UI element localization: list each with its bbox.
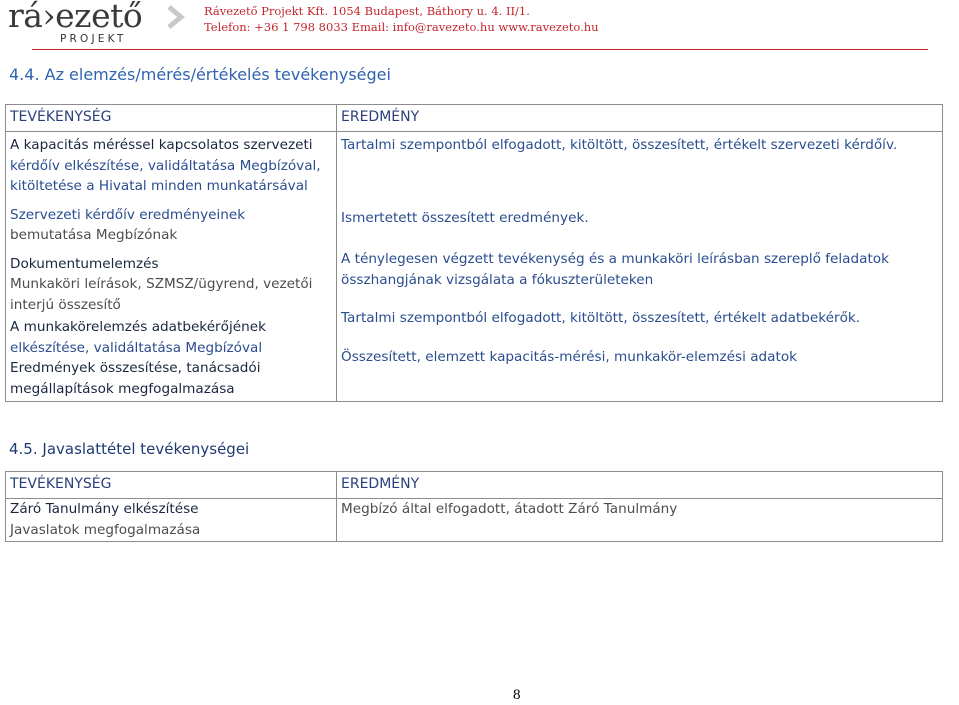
result-line: Ismertetett összesített eredmények. bbox=[341, 209, 589, 226]
activity-table-4-4 bbox=[5, 104, 943, 402]
activity-line: Szervezeti kérdőív eredményeinek bbox=[10, 206, 246, 223]
activity-line: Javaslatok megfogalmazása bbox=[10, 521, 201, 538]
logo-subtitle: PROJEKT bbox=[60, 33, 127, 45]
result-line: Tartalmi szempontból elfogadott, kitöltött, összesített, értékelt szervezeti kérdőív. bbox=[341, 137, 898, 153]
activity-line: bemutatása Megbízónak bbox=[10, 227, 178, 243]
activity-line: Dokumentumelemzés bbox=[10, 255, 159, 272]
chevron-right-icon bbox=[166, 5, 186, 29]
activity-line: elkészítése, validáltatása Megbízóval bbox=[10, 339, 263, 356]
table-row bbox=[6, 499, 943, 542]
logo-main: rá bbox=[8, 0, 43, 35]
header-tevekenyseg: TEVÉKENYSÉG bbox=[6, 105, 337, 132]
activity-line: Eredmények összesítése, tanácsadói bbox=[10, 360, 261, 376]
activity-line: megállapítások megfogalmazása bbox=[10, 380, 235, 397]
page-number: 8 bbox=[513, 687, 521, 703]
table-header-row bbox=[6, 472, 943, 499]
header-divider bbox=[32, 49, 928, 50]
result-line: összhangjának vizsgálata a fókuszterületeken bbox=[341, 271, 654, 288]
activity-line: A munkakörelemzés adatbekérőjének bbox=[10, 319, 266, 335]
result-line: Megbízó által elfogadott, átadott Záró Tanulmány bbox=[341, 501, 678, 517]
page-header bbox=[0, 0, 959, 48]
header-eredmeny: EREDMÉNY bbox=[337, 472, 943, 499]
result-line: Összesített, elemzett kapacitás-mérési, munkakör-elemzési adatok bbox=[341, 348, 798, 365]
activity-line: A kapacitás méréssel kapcsolatos szervezeti bbox=[10, 137, 313, 153]
section-title-4-5: 4.5. Javaslattétel tevékenységei bbox=[9, 440, 250, 458]
logo-rest: ezető bbox=[55, 0, 143, 35]
table-row bbox=[6, 132, 943, 402]
logo-wordmark bbox=[8, 0, 142, 35]
header-eredmeny: EREDMÉNY bbox=[337, 105, 943, 132]
activity-cell bbox=[6, 132, 337, 402]
activity-line: kitöltetése a Hivatal minden munkatársával bbox=[10, 178, 308, 194]
activity-line: interjú összesítő bbox=[10, 296, 121, 313]
activity-line: Záró Tanulmány elkészítése bbox=[10, 501, 199, 517]
section-title-4-4: 4.4. Az elemzés/mérés/értékelés tevékenységei bbox=[9, 65, 391, 84]
table-header-row bbox=[6, 105, 943, 132]
header-tevekenyseg: TEVÉKENYSÉG bbox=[6, 472, 337, 499]
activity-cell bbox=[6, 499, 337, 542]
activity-line: kérdőív elkészítése, validáltatása Megbízóval, bbox=[10, 157, 321, 174]
company-contact: Telefon: +36 1 798 8033 Email: info@ravezeto.hu www.ravezeto.hu bbox=[204, 20, 599, 34]
logo-arrow: › bbox=[42, 0, 56, 35]
activity-table-4-5 bbox=[5, 471, 943, 542]
company-address: Rávezető Projekt Kft. 1054 Budapest, Báthory u. 4. II/1. bbox=[204, 4, 530, 18]
result-line: A ténylegesen végzett tevékenység és a munkaköri leírásban szereplő feladatok bbox=[341, 251, 889, 267]
result-cell bbox=[337, 499, 943, 542]
activity-line: Munkaköri leírások, SZMSZ/ügyrend, vezetői bbox=[10, 276, 313, 292]
result-cell bbox=[337, 132, 943, 402]
result-line: Tartalmi szempontból elfogadott, kitöltött, összesített, értékelt adatbekérők. bbox=[341, 310, 861, 326]
company-logo bbox=[8, 2, 168, 46]
